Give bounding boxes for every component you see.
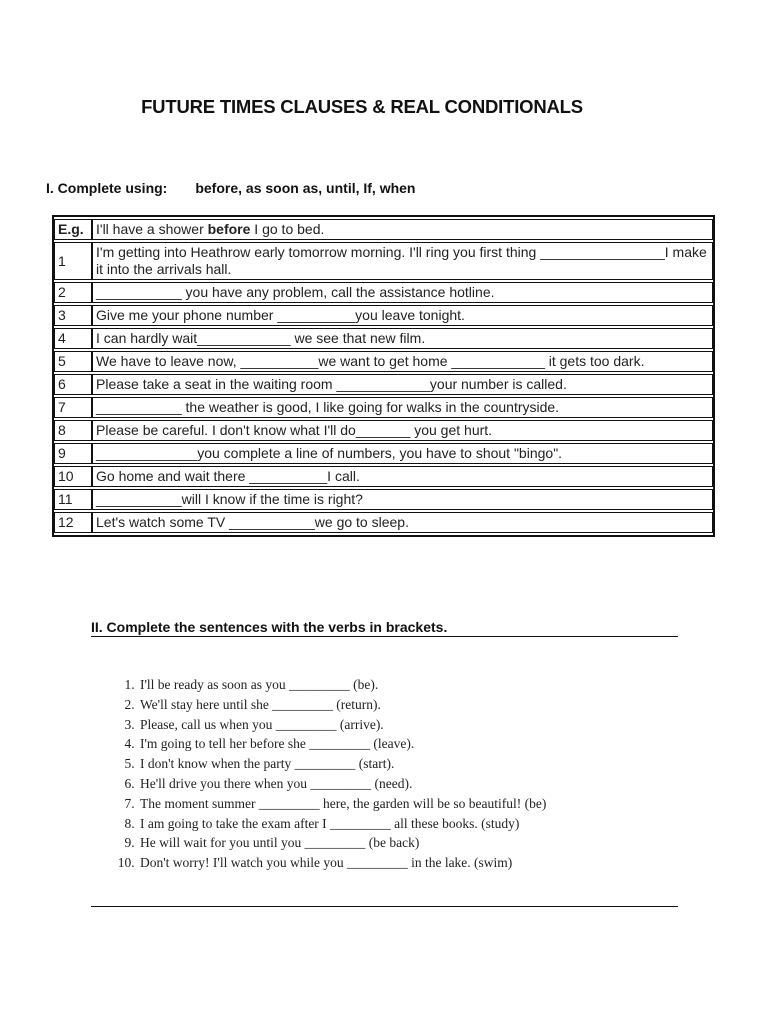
list-item: 7. The moment summer _________ here, the garden will be so beautiful! (be) xyxy=(138,794,546,814)
row-number: 10 xyxy=(54,466,92,487)
section-2-heading: II. Complete the sentences with the verbs in brackets. xyxy=(91,619,678,637)
section-1-heading xyxy=(46,180,416,196)
row-number: 1 xyxy=(54,242,92,280)
example-text-after: I go to bed. xyxy=(250,221,325,237)
row-sentence: ___________ the weather is good, I like going for walks in the countryside. xyxy=(92,397,713,418)
list-item: 6. He'll drive you there when you _________ (need). xyxy=(138,774,546,794)
list-item: 9. He will wait for you until you _________ (be back) xyxy=(138,833,546,853)
row-number: 7 xyxy=(54,397,92,418)
row-sentence: Please be careful. I don't know what I'll do_______ you get hurt. xyxy=(92,420,713,441)
row-number: 6 xyxy=(54,374,92,395)
table-row xyxy=(54,351,713,372)
row-sentence: Let's watch some TV ___________we go to sleep. xyxy=(92,512,713,533)
row-sentence: Give me your phone number __________you leave tonight. xyxy=(92,305,713,326)
table-row xyxy=(54,282,713,303)
row-number: 4 xyxy=(54,328,92,349)
list-item: 4. I'm going to tell her before she _________ (leave). xyxy=(138,734,546,754)
exercise-1-table xyxy=(52,215,715,537)
row-sentence: Please take a seat in the waiting room ____________your number is called. xyxy=(92,374,713,395)
table-row xyxy=(54,512,713,533)
example-text xyxy=(92,219,713,240)
list-item: 10. Don't worry! I'll watch you while you _________ in the lake. (swim) xyxy=(138,853,546,873)
example-text-bold: before xyxy=(207,221,251,237)
row-sentence: I can hardly wait____________ we see that new film. xyxy=(92,328,713,349)
table-row xyxy=(54,443,713,464)
row-sentence: I'm getting into Heathrow early tomorrow morning. I'll ring you first thing ________________I make it into the arrivals hall. xyxy=(92,242,713,280)
row-number: 9 xyxy=(54,443,92,464)
row-number: 3 xyxy=(54,305,92,326)
row-number: 12 xyxy=(54,512,92,533)
row-sentence: We have to leave now, __________we want to get home ____________ it gets too dark. xyxy=(92,351,713,372)
table-row xyxy=(54,397,713,418)
row-number: 2 xyxy=(54,282,92,303)
section-1-instruction: I. Complete using: xyxy=(46,180,168,196)
table-row xyxy=(54,489,713,510)
example-label: E.g. xyxy=(54,219,92,240)
row-number: 5 xyxy=(54,351,92,372)
table-row xyxy=(54,420,713,441)
list-item: 8. I am going to take the exam after I _________ all these books. (study) xyxy=(138,814,546,834)
exercise-2-list xyxy=(92,675,546,873)
page-title: FUTURE TIMES CLAUSES & REAL CONDITIONALS xyxy=(141,96,583,117)
example-text-before: I'll have a shower xyxy=(96,221,208,237)
section-1-word-list: before, as soon as, until, If, when xyxy=(195,180,416,196)
table-row xyxy=(54,466,713,487)
list-item: 3. Please, call us when you _________ (arrive). xyxy=(138,715,546,735)
row-sentence: ___________ you have any problem, call the assistance hotline. xyxy=(92,282,713,303)
list-item: 1. I'll be ready as soon as you _________ (be). xyxy=(138,675,546,695)
list-item: 2. We'll stay here until she _________ (return). xyxy=(138,695,546,715)
table-row xyxy=(54,374,713,395)
list-item: 5. I don't know when the party _________ (start). xyxy=(138,754,546,774)
table-row xyxy=(54,328,713,349)
example-row xyxy=(54,219,713,240)
row-sentence: ___________will I know if the time is right? xyxy=(92,489,713,510)
row-number: 11 xyxy=(54,489,92,510)
table-row xyxy=(54,305,713,326)
row-number: 8 xyxy=(54,420,92,441)
bottom-rule xyxy=(91,906,678,907)
table-row xyxy=(54,242,713,280)
row-sentence: _____________you complete a line of numbers, you have to shout "bingo". xyxy=(92,443,713,464)
row-sentence: Go home and wait there __________I call. xyxy=(92,466,713,487)
